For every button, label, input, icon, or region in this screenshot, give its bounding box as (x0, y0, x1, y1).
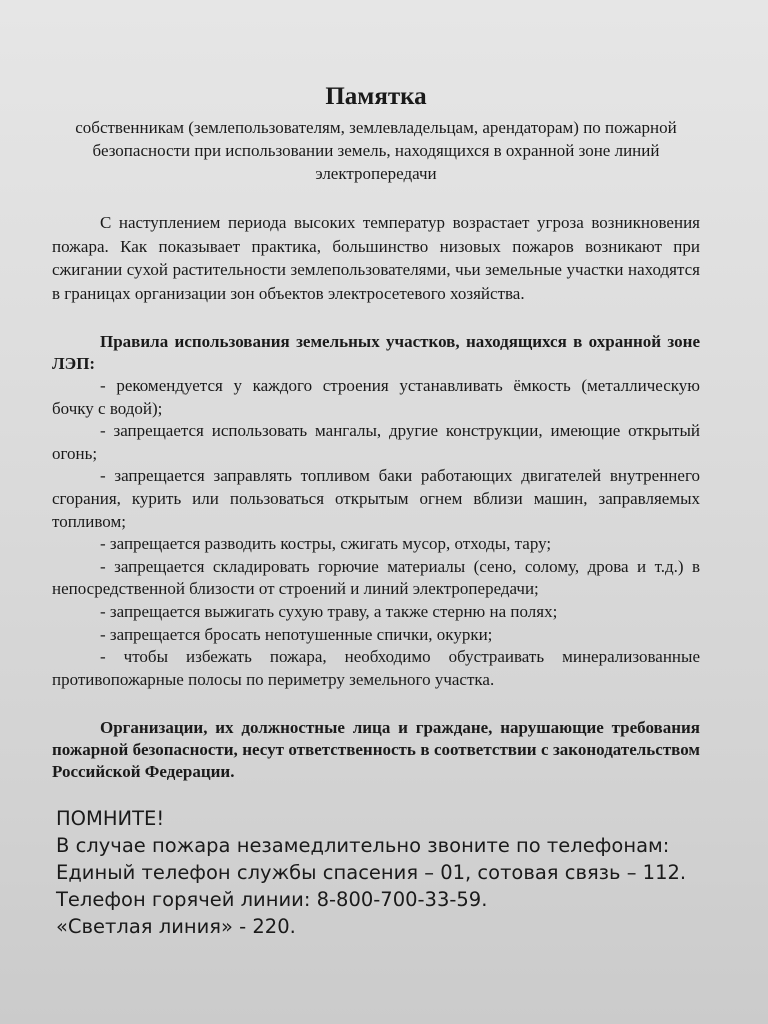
rule-item: - рекомендуется у каждого строения устанавливать ёмкость (металлическую бочку с водой); (52, 376, 700, 418)
rule-item: - запрещается складировать горючие материалы (сено, солому, дрова и т.д.) в непосредственной близости от строений и линий электропередачи; (52, 556, 700, 599)
liability-warning: Организации, их должностные лица и граждане, нарушающие требования пожарной безопасности, несут ответственность в соответствии с законодательством Российской Федерации. (52, 718, 700, 782)
rules-heading: Правила использования земельных участков, находящихся в охранной зоне ЛЭП: (52, 332, 700, 373)
intro-paragraph: С наступлением периода высоких температур возрастает угроза возникновения пожара. Как показывает практика, большинство низовых пожаров возникают при сжигании сухой растительности землепользователями, чьи земельные участки находятся в границах организации зон объектов электросетевого хозяйства. (52, 213, 700, 303)
rules-list (52, 375, 700, 691)
hotline-phone-line: Телефон горячей линии: 8-800-700-33-59. (56, 888, 488, 912)
svetlaya-line: «Светлая линия» - 220. (56, 915, 296, 939)
document-body (52, 82, 700, 940)
rule-item: - запрещается бросать непотушенные спички, окурки; (100, 624, 493, 644)
rule-item: - запрещается заправлять топливом баки работающих двигателей внутреннего сгорания, курить или пользоваться открытым огнем вблизи машин, заправляемых топливом; (52, 466, 700, 531)
remember-block (56, 805, 700, 940)
rule-item: - запрещается разводить костры, сжигать мусор, отходы, тару; (100, 534, 552, 554)
rule-item: - чтобы избежать пожара, необходимо обустраивать минерализованные противопожарные полосы по периметру земельного участка. (52, 647, 700, 689)
remember-heading: ПОМНИТЕ! (56, 807, 165, 831)
rule-item: - запрещается использовать мангалы, другие конструкции, имеющие открытый огонь; (52, 421, 700, 463)
rule-item: - запрещается выжигать сухую траву, а также стерню на полях; (100, 601, 558, 621)
document-title: Памятка (325, 83, 427, 110)
document-subtitle: собственникам (землепользователям, землевладельцам, арендаторам) по пожарной безопасности при использовании земель, находящихся в охранной зоне линий электропередачи (75, 118, 677, 183)
rescue-phone-line: Единый телефон службы спасения – 01, сотовая связь – 112. (56, 861, 687, 885)
emergency-call-line: В случае пожара незамедлительно звоните по телефонам: (56, 834, 670, 858)
